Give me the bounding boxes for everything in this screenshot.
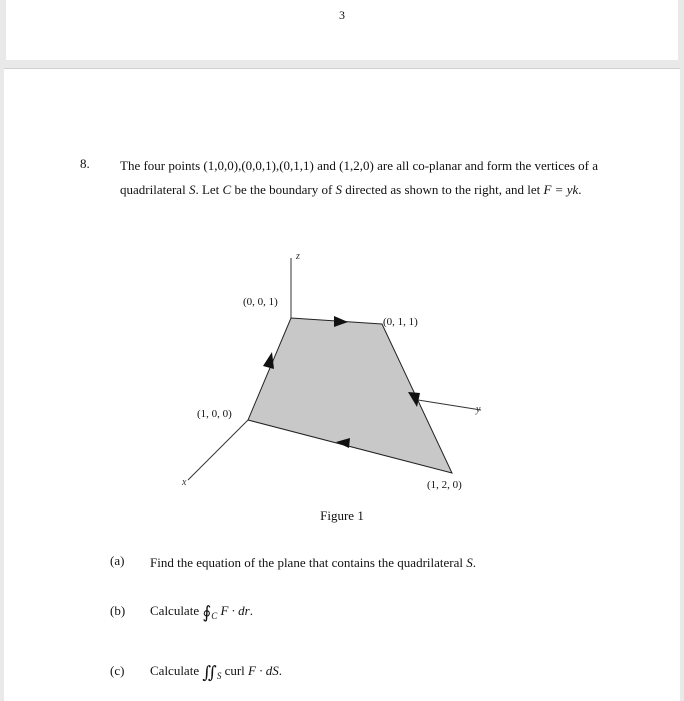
vertex-label-0-0-1: (0, 0, 1) (243, 296, 278, 308)
question-number: 8. (80, 156, 90, 171)
vertex-label-0-1-1: (0, 1, 1) (383, 316, 418, 328)
question-text-part: directed as shown to the right, and let (342, 182, 544, 197)
page-number: 3 (339, 8, 345, 22)
part-a-text (150, 555, 476, 571)
part-c-end: . (278, 663, 282, 678)
y-axis (418, 400, 481, 410)
part-a-label: (a) (110, 553, 125, 568)
line-integral-symbol: ∮ (202, 603, 212, 622)
part-a-prompt: Find the equation of the plane that contains the quadrilateral (150, 555, 467, 570)
surface-symbol: S (466, 555, 473, 570)
part-a-end: . (472, 555, 476, 570)
question-text-part: The four points (120, 158, 204, 173)
question-text-part: be the boundary of (231, 182, 336, 197)
part-b-text (150, 603, 253, 623)
question-text-part: and (313, 158, 340, 173)
figure-caption: Figure 1 (320, 508, 364, 523)
field-definition: F = yk (543, 182, 579, 197)
part-c-expression: F · dS (248, 663, 279, 678)
part-c-text (150, 663, 282, 683)
question-text-part: are all co-planar and form the vertices of a quadrilateral (120, 158, 598, 197)
y-axis-label: y (476, 404, 481, 415)
question-points: (1,0,0),(0,0,1),(0,1,1) (203, 158, 314, 173)
part-c-prompt: Calculate (150, 663, 203, 678)
part-b-prompt: Calculate (150, 603, 203, 618)
part-c-label: (c) (110, 663, 125, 678)
part-b-expression: F · dr (220, 603, 250, 618)
question-text-part: . Let (195, 182, 223, 197)
curl-operator: curl (224, 663, 249, 678)
vertex-label-1-2-0: (1, 2, 0) (427, 479, 462, 491)
surface-symbol: S (335, 182, 343, 197)
vertex-label-1-0-0: (1, 0, 0) (197, 408, 232, 420)
boundary-arrow-left (263, 352, 274, 369)
integral-subscript: C (211, 611, 218, 621)
integral-subscript: S (216, 671, 222, 681)
curve-symbol: C (222, 182, 232, 197)
part-b-end: . (249, 603, 253, 618)
x-axis-label: x (182, 477, 187, 488)
question-text-part: . (578, 182, 582, 197)
question-point-4: (1,2,0) (339, 158, 374, 173)
surface-integral-symbol: ∬ (202, 663, 217, 682)
quadrilateral-s (248, 318, 452, 473)
surface-symbol: S (188, 182, 196, 197)
z-axis-label: z (296, 251, 300, 262)
x-axis (188, 420, 248, 480)
part-b-label: (b) (110, 603, 126, 618)
